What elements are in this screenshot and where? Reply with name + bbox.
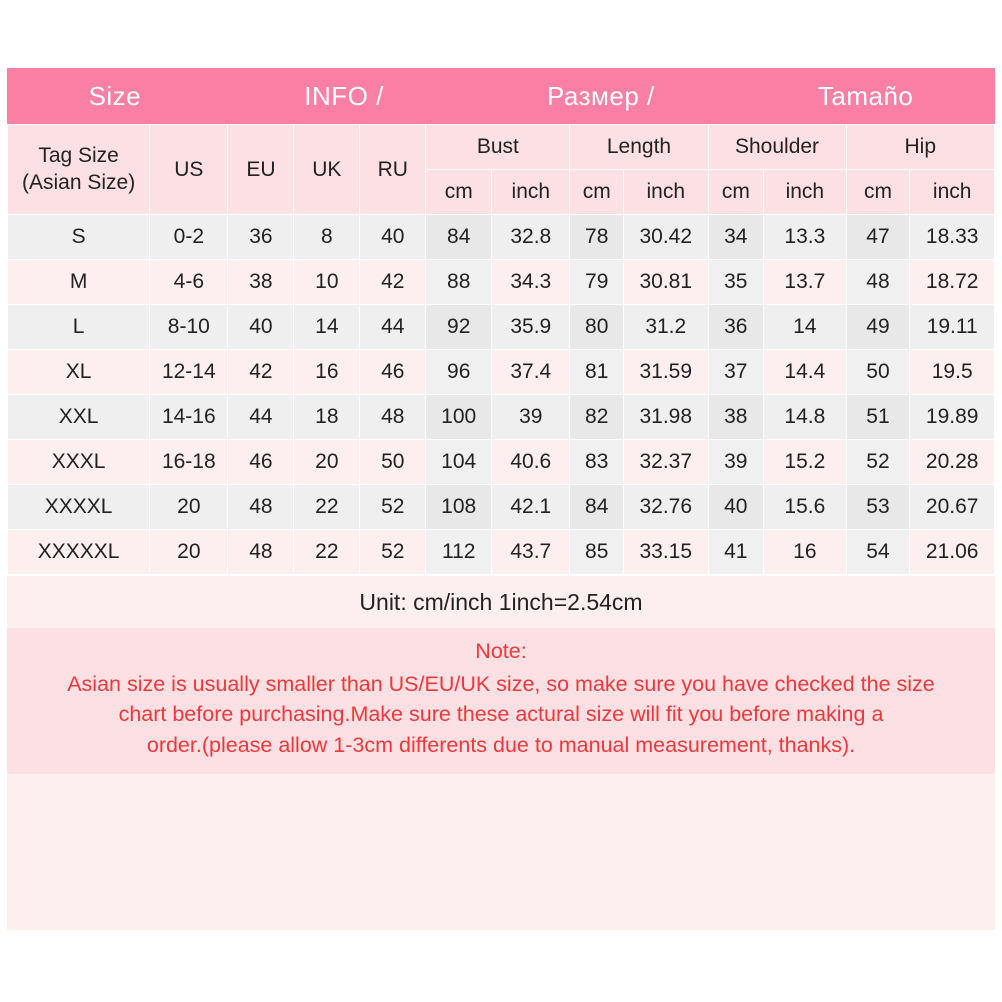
cell-length-cm: 82 [570,395,624,440]
cell-ru: 50 [360,440,426,485]
header-hip-cm: cm [846,170,910,215]
header-us: US [150,125,228,215]
cell-shoulder-inch: 16 [764,530,846,575]
header-eu: EU [228,125,294,215]
cell-hip-inch: 19.11 [910,305,995,350]
cell-shoulder-inch: 15.2 [764,440,846,485]
header-shoulder: Shoulder [708,125,846,170]
cell-bust-cm: 112 [426,530,492,575]
cell-length-cm: 81 [570,350,624,395]
note-line-1: Asian size is usually smaller than US/EU/UK size, so make sure you have checked the size [67,671,935,696]
cell-uk: 8 [294,215,360,260]
cell-bust-cm: 96 [426,350,492,395]
cell-bust-inch: 42.1 [492,485,570,530]
cell-ru: 46 [360,350,426,395]
title-part-info: INFO / [304,80,384,111]
cell-hip-cm: 49 [846,305,910,350]
cell-uk: 14 [294,305,360,350]
cell-length-inch: 31.98 [624,395,708,440]
header-bust-inch: inch [492,170,570,215]
cell-shoulder-inch: 13.3 [764,215,846,260]
cell-bust-inch: 43.7 [492,530,570,575]
cell-bust-inch: 35.9 [492,305,570,350]
cell-ru: 40 [360,215,426,260]
cell-length-inch: 32.37 [624,440,708,485]
cell-length-cm: 84 [570,485,624,530]
cell-eu: 46 [228,440,294,485]
cell-shoulder-inch: 15.6 [764,485,846,530]
cell-ru: 42 [360,260,426,305]
cell-length-cm: 80 [570,305,624,350]
cell-shoulder-cm: 41 [708,530,764,575]
cell-shoulder-inch: 14.8 [764,395,846,440]
cell-length-cm: 85 [570,530,624,575]
table-row [8,485,995,530]
cell-us: 16-18 [150,440,228,485]
table-row [8,395,995,440]
header-length-inch: inch [624,170,708,215]
cell-bust-inch: 40.6 [492,440,570,485]
title-part-tamano: Tamaño [817,80,914,111]
header-shoulder-inch: inch [764,170,846,215]
table-body [8,215,995,575]
cell-us: 14-16 [150,395,228,440]
cell-hip-inch: 20.28 [910,440,995,485]
header-uk: UK [294,125,360,215]
cell-tag: L [8,305,150,350]
header-hip-inch: inch [910,170,995,215]
cell-length-inch: 30.81 [624,260,708,305]
cell-tag: XXXL [8,440,150,485]
table-row [8,260,995,305]
cell-eu: 44 [228,395,294,440]
note-box [7,628,995,774]
cell-shoulder-cm: 35 [708,260,764,305]
header-tag-size: Tag Size (Asian Size) [8,125,150,215]
cell-length-cm: 83 [570,440,624,485]
cell-uk: 22 [294,485,360,530]
chart-title-bar [7,68,995,124]
cell-shoulder-inch: 14 [764,305,846,350]
cell-bust-inch: 39 [492,395,570,440]
table-row [8,215,995,260]
cell-hip-cm: 48 [846,260,910,305]
cell-us: 8-10 [150,305,228,350]
cell-eu: 40 [228,305,294,350]
table-row [8,350,995,395]
size-chart-container [7,68,995,930]
cell-bust-cm: 108 [426,485,492,530]
cell-us: 20 [150,530,228,575]
title-part-size: Size [88,80,142,111]
cell-uk: 18 [294,395,360,440]
header-bust: Bust [426,125,570,170]
size-table [7,124,995,575]
cell-hip-inch: 19.89 [910,395,995,440]
cell-uk: 22 [294,530,360,575]
cell-uk: 16 [294,350,360,395]
note-title: Note: [475,639,527,663]
cell-length-cm: 79 [570,260,624,305]
cell-hip-cm: 54 [846,530,910,575]
cell-tag: XXL [8,395,150,440]
cell-bust-cm: 104 [426,440,492,485]
cell-length-inch: 31.2 [624,305,708,350]
note-line-3: order.(please allow 1-3cm differents due to manual measurement, thanks). [146,732,856,757]
table-row [8,440,995,485]
cell-hip-cm: 51 [846,395,910,440]
table-head-row-1 [8,125,995,170]
cell-hip-cm: 52 [846,440,910,485]
cell-bust-cm: 84 [426,215,492,260]
unit-row: Unit: cm/inch 1inch=2.54cm [7,575,995,628]
title-part-razmer: Размер / [546,80,655,111]
cell-shoulder-inch: 13.7 [764,260,846,305]
cell-eu: 36 [228,215,294,260]
cell-hip-cm: 53 [846,485,910,530]
cell-hip-cm: 50 [846,350,910,395]
table-row [8,530,995,575]
cell-us: 0-2 [150,215,228,260]
cell-eu: 48 [228,530,294,575]
cell-shoulder-cm: 36 [708,305,764,350]
cell-ru: 52 [360,530,426,575]
cell-tag: XL [8,350,150,395]
cell-bust-cm: 92 [426,305,492,350]
header-shoulder-cm: cm [708,170,764,215]
table-row [8,305,995,350]
cell-length-inch: 30.42 [624,215,708,260]
cell-hip-inch: 18.72 [910,260,995,305]
cell-length-inch: 31.59 [624,350,708,395]
cell-bust-cm: 100 [426,395,492,440]
cell-shoulder-cm: 40 [708,485,764,530]
header-bust-cm: cm [426,170,492,215]
cell-hip-inch: 18.33 [910,215,995,260]
cell-hip-inch: 21.06 [910,530,995,575]
cell-eu: 48 [228,485,294,530]
cell-hip-inch: 20.67 [910,485,995,530]
header-hip: Hip [846,125,994,170]
cell-us: 20 [150,485,228,530]
cell-ru: 44 [360,305,426,350]
header-ru: RU [360,125,426,215]
cell-uk: 10 [294,260,360,305]
cell-uk: 20 [294,440,360,485]
cell-ru: 48 [360,395,426,440]
cell-us: 4-6 [150,260,228,305]
cell-bust-inch: 34.3 [492,260,570,305]
cell-shoulder-cm: 38 [708,395,764,440]
cell-shoulder-cm: 34 [708,215,764,260]
cell-us: 12-14 [150,350,228,395]
header-length-cm: cm [570,170,624,215]
cell-shoulder-cm: 39 [708,440,764,485]
table-head [8,125,995,215]
cell-ru: 52 [360,485,426,530]
cell-hip-cm: 47 [846,215,910,260]
cell-bust-cm: 88 [426,260,492,305]
cell-shoulder-inch: 14.4 [764,350,846,395]
cell-eu: 42 [228,350,294,395]
cell-bust-inch: 32.8 [492,215,570,260]
cell-bust-inch: 37.4 [492,350,570,395]
cell-tag: XXXXL [8,485,150,530]
cell-shoulder-cm: 37 [708,350,764,395]
header-length: Length [570,125,708,170]
cell-length-inch: 32.76 [624,485,708,530]
cell-tag: M [8,260,150,305]
cell-tag: XXXXXL [8,530,150,575]
cell-length-inch: 33.15 [624,530,708,575]
note-line-2: chart before purchasing.Make sure these actural size will fit you before making a [118,702,884,727]
cell-hip-inch: 19.5 [910,350,995,395]
cell-eu: 38 [228,260,294,305]
cell-length-cm: 78 [570,215,624,260]
cell-tag: S [8,215,150,260]
